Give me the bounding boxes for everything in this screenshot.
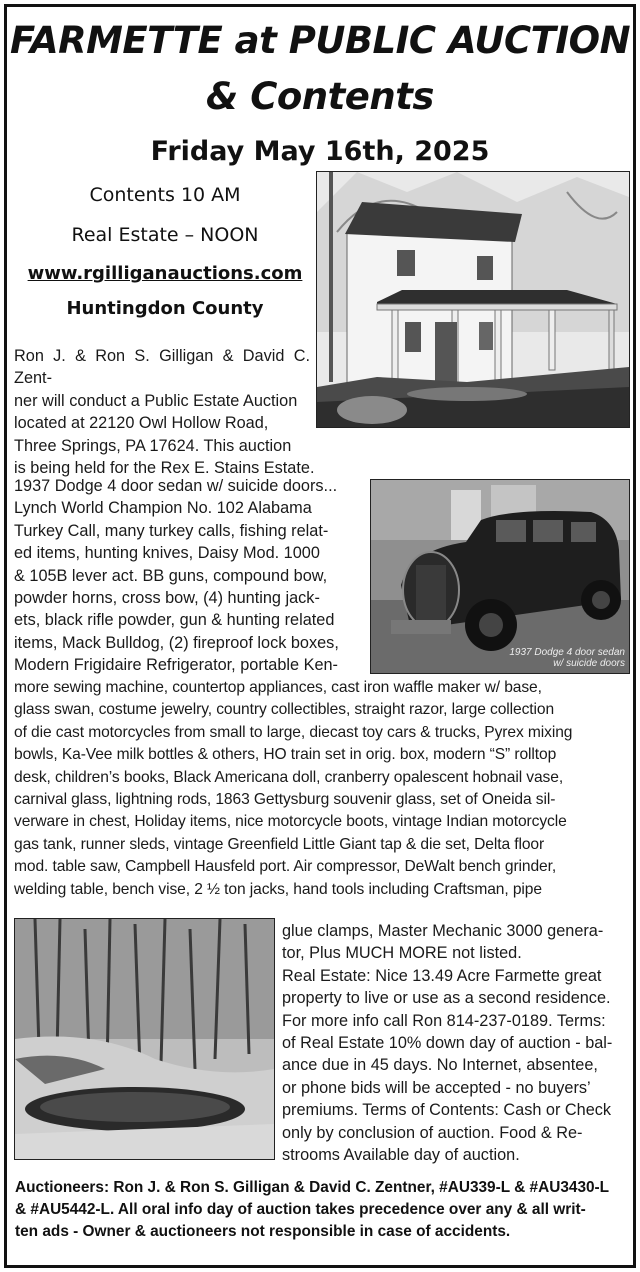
contents-line: welding table, bench vise, 2 ½ ton jacks, hand tools including Craftsman, pipe [14, 880, 542, 898]
headline-line2: & Contents [206, 75, 434, 118]
intro-paragraph [14, 345, 315, 479]
car-image [371, 480, 629, 673]
intro-line: is being held for the Rex E. Stains Estate. [14, 459, 315, 478]
contents-line: carnival glass, lightning rods, 1863 Gettysburg souvenir glass, set of Oneida sil- [14, 791, 556, 809]
contents-wide [14, 677, 628, 901]
contents-narrow [14, 475, 366, 677]
contents-line: mod. table saw, Campbell Hausfeld port. Air compressor, DeWalt bench grinder, [14, 858, 557, 876]
terms-line: only by conclusion of auction. Food & Re- [282, 1123, 583, 1142]
car-caption-line1: 1937 Dodge 4 door sedan [509, 647, 625, 658]
headline-line1: FARMETTE at PUBLIC AUCTION [9, 19, 631, 62]
contents-line: Modern Frigidaire Refrigerator, portable Ken- [14, 656, 338, 675]
real-estate-line: For more info call Ron 814-237-0189. Terms: [282, 1011, 606, 1030]
contents-line: desk, children’s books, Black Americana doll, cranberry opalescent hobnail vase, [14, 768, 564, 786]
contents-line: ed items, hunting knives, Daisy Mod. 1000 [14, 544, 320, 563]
farmhouse-image [317, 172, 629, 427]
pond-photo [14, 918, 275, 1160]
intro-line: ner will conduct a Public Estate Auction [14, 391, 298, 410]
contents-line: of die cast motorcycles from small to large, diecast toy cars & trucks, Pyrex mixing [14, 723, 573, 741]
footer-line: & #AU5442-L. All oral info day of auction takes precedence over any & all writ- [15, 1201, 586, 1218]
contents-line: more sewing machine, countertop appliances, cast iron waffle maker w/ base, [14, 679, 542, 696]
intro-line: Ron J. & Ron S. Gilligan & David C. Zent- [14, 347, 310, 388]
auction-date: Friday May 16th, 2025 [150, 136, 490, 167]
real-estate-time: Real Estate – NOON [71, 224, 259, 246]
contents-line: glass swan, costume jewelry, country collectibles, straight razor, large collection [14, 701, 555, 719]
farmhouse-photo [316, 171, 630, 428]
contents-line: gas tank, runner sleds, vintage Greenfield Little Giant tap & die set, Delta floor [14, 835, 545, 853]
real-estate-line: Real Estate: Nice 13.49 Acre Farmette great [282, 966, 602, 985]
auction-ad [4, 4, 636, 1268]
pond-image [15, 919, 274, 1159]
contents-line: powder horns, cross bow, (4) hunting jack- [14, 589, 320, 608]
contents-line: Lynch World Champion No. 102 Alabama [14, 499, 312, 518]
contents-line: 1937 Dodge 4 door sedan w/ suicide doors... [14, 477, 338, 495]
car-caption-line2: w/ suicide doors [553, 658, 625, 669]
county-label: Huntingdon County [66, 298, 264, 319]
terms-line: ance due in 45 days. No Internet, absentee, [282, 1056, 598, 1075]
real-estate-line: property to live or use as a second residence. [282, 989, 611, 1008]
website-link[interactable]: www.rgilliganauctions.com [27, 263, 303, 284]
footer-line: ten ads - Owner & auctioneers not responsible in case of accidents. [15, 1223, 511, 1240]
contents-line: items, Mack Bulldog, (2) fireproof lock boxes, [14, 633, 339, 652]
footer-line: Auctioneers: Ron J. & Ron S. Gilligan & David C. Zentner, #AU339-L & #AU3430-L [15, 1179, 610, 1196]
contents-line: ets, black rifle powder, gun & hunting related [14, 611, 335, 630]
terms-line: strooms Available day of auction. [282, 1146, 520, 1165]
car-photo [370, 479, 630, 674]
terms-line: or phone bids will be accepted - no buyers’ [282, 1078, 591, 1097]
intro-line: located at 22120 Owl Hollow Road, [14, 414, 269, 433]
car-caption [509, 647, 625, 669]
auctioneers-footer [15, 1177, 627, 1243]
contents-time: Contents 10 AM [89, 184, 241, 206]
contents-line: tor, Plus MUCH MORE not listed. [282, 944, 522, 963]
contents-line: glue clamps, Master Mechanic 3000 genera- [282, 922, 604, 940]
intro-line: Three Springs, PA 17624. This auction [14, 436, 292, 455]
terms-line: of Real Estate 10% down day of auction - bal- [282, 1034, 613, 1053]
contents-line: & 105B lever act. BB guns, compound bow, [14, 566, 328, 585]
contents-line: Turkey Call, many turkey calls, fishing relat- [14, 521, 329, 540]
contents-right [282, 920, 628, 1166]
contents-line: verware in chest, Holiday items, nice motorcycle boots, vintage Indian motorcycle [14, 813, 567, 831]
terms-line: premiums. Terms of Contents: Cash or Check [282, 1101, 612, 1120]
contents-line: bowls, Ka-Vee milk bottles & others, HO train set in orig. box, modern “S” rolltop [14, 746, 557, 764]
